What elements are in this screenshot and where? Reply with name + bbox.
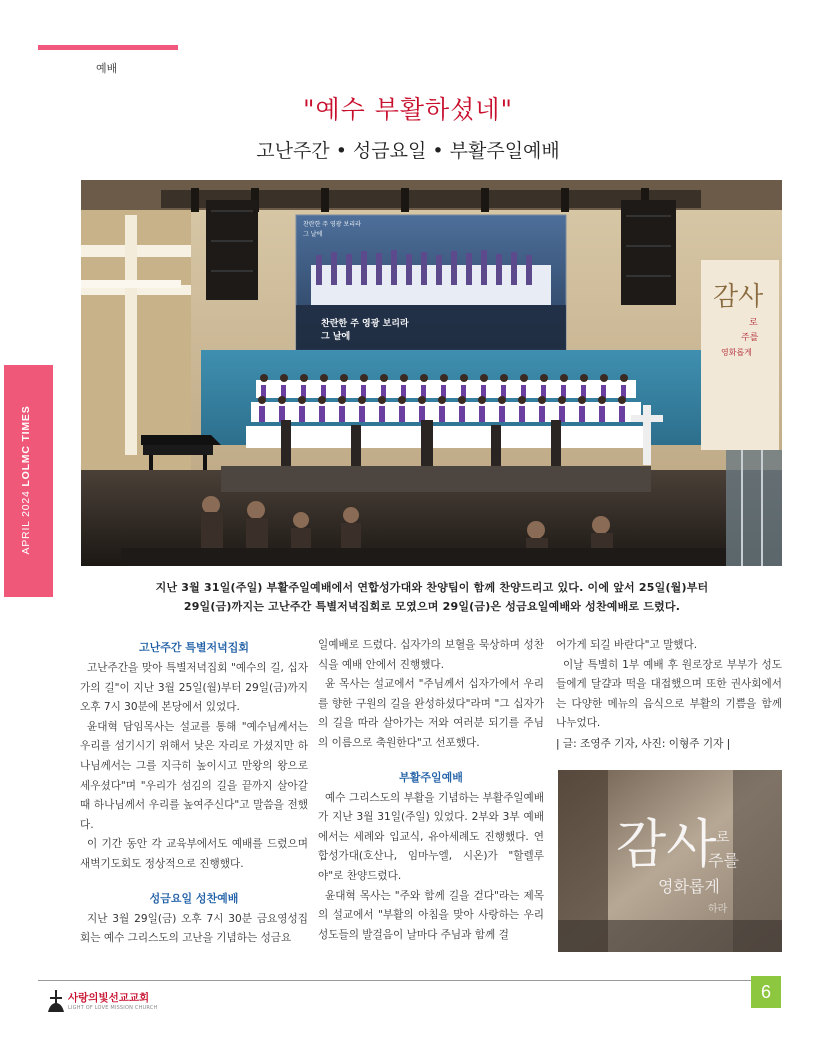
paragraph: 이날 특별히 1부 예배 후 원로장로 부부가 성도들에게 달걀과 떡을 대접했으며 또한 권사회에서는 다양한 메뉴의 음식으로 부활의 기쁨을 함께 나누었다. <box>556 658 782 730</box>
thumb-text-b: 주를 <box>708 851 739 870</box>
screen-lyric-main-2: 그 날에 <box>321 332 351 342</box>
hero-photo <box>81 180 782 566</box>
thumb-text-a: 로 <box>716 830 730 846</box>
article-column-1 <box>80 638 308 949</box>
banner-text-a: 로 <box>749 318 758 328</box>
side-tab-prefix: APRIL 2024 <box>20 486 32 555</box>
banner-text-main: 감사 <box>713 282 764 312</box>
paragraph: 윤대혁 담임목사는 설교를 통해 "예수님께서는 우리를 섬기시기 위해서 낮은 자리로 가셨지만 하나님께서는 그를 지극히 높이시고 만왕의 왕으로 세우셨다"며 "우리가 섬김의 길을 끝까지 살아갈 때 하나님께서 우리를 높여주신다"고 말씀을 전했다. <box>80 720 308 831</box>
paragraph: 윤대혁 목사는 "주와 함께 길을 걷다"라는 제목의 설교에서 "부활의 아침을 맞아 사랑하는 우리 성도들의 발걸음이 날마다 주님과 함께 걸 <box>318 889 544 941</box>
article-column-3 <box>556 636 782 755</box>
footer-rule <box>38 980 780 981</box>
church-english-name: LIGHT OF LOVE MISSION CHURCH <box>68 1005 158 1011</box>
section-label: 예배 <box>96 62 118 75</box>
church-name: 사랑의빛선교교회 <box>68 992 150 1004</box>
church-logo <box>46 988 186 1016</box>
paragraph: 이 기간 동안 각 교육부에서도 예배를 드렸으며 새벽기도회도 정상적으로 진행했다. <box>80 838 308 870</box>
page-number: 6 <box>751 976 781 1008</box>
thumb-text-d: 하라 <box>708 904 728 915</box>
thumb-text-main: 감사 <box>616 815 717 875</box>
headline: "예수 부활하셨네" <box>303 95 513 124</box>
side-tab-text <box>20 405 32 554</box>
paragraph: 지난 3월 29일(금) 오후 7시 30분 금요영성집회는 예수 그리스도의 고난을 기념하는 성금요 <box>80 912 308 945</box>
screen-lyric-top-1: 찬란한 주 영광 보리라 <box>303 221 361 228</box>
top-accent-bar <box>38 45 178 50</box>
subheadline: 고난주간 • 성금요일 • 부활주일예배 <box>256 140 560 162</box>
caption-line-2: 29일(금)까지는 고난주간 특별저녁집회로 모였으며 29일(금)은 성금요일예배와 성찬예배로 드렸다. <box>183 600 681 613</box>
section-title-easter-service: 부활주일예배 <box>399 770 463 784</box>
screen-lyric-top-2: 그 날에 <box>303 231 323 238</box>
paragraph: 윤 목사는 설교에서 "주님께서 십자가에서 우리를 향한 구원의 길을 완성하셨다"라며 "그 십자가의 길을 따라 살아가는 저와 여러분 되기를 주님의 이름으로 축원한다"고 선포했다. <box>318 678 544 749</box>
church-emblem-icon <box>46 988 66 1014</box>
article-column-2 <box>318 636 544 945</box>
photo-caption <box>80 578 784 616</box>
thanksgiving-banner-photo <box>558 770 782 952</box>
section-title-good-friday: 성금요일 성찬예배 <box>149 891 239 905</box>
thumb-text-c: 영화롭게 <box>658 877 720 896</box>
banner-text-b: 주를 <box>741 333 759 343</box>
side-tab-title: LOLMC TIMES <box>20 405 32 487</box>
byline-credit: | 글: 조영주 기자, 사진: 이형주 기자 | <box>556 737 731 750</box>
paragraph: 예수 그리스도의 부활을 기념하는 부활주일예배가 지난 3월 31일(주일) 있었다. 2부와 3부 예배에서는 세례와 입교식, 유아세례도 진행했다. 연합성가대(호산나, 임마누엘, 시온)가 "할렐루야"로 찬양드렸다. <box>318 791 544 882</box>
paragraph: 고난주간을 맞아 특별저녁집회 "예수의 길, 십자가의 길"이 지난 3월 25일(월)부터 29일(금)까지 오후 7시 30분에 본당에서 있었다. <box>80 662 308 714</box>
caption-line-1: 지난 3월 31일(주일) 부활주일예배에서 연합성가대와 찬양팀이 함께 찬양드리고 있다. 이에 앞서 25일(월)부터 <box>155 581 709 594</box>
section-title-evening-services: 고난주간 특별저녁집회 <box>138 641 250 654</box>
paragraph: 일예배로 드렸다. 십자가의 보혈을 묵상하며 성찬식을 예배 안에서 진행했다. <box>318 639 544 671</box>
screen-lyric-main-1: 찬란한 주 영광 보리라 <box>321 319 409 329</box>
paragraph: 어가게 되길 바란다"고 말했다. <box>556 639 698 651</box>
banner-text-c: 영화롭게 <box>721 348 752 357</box>
